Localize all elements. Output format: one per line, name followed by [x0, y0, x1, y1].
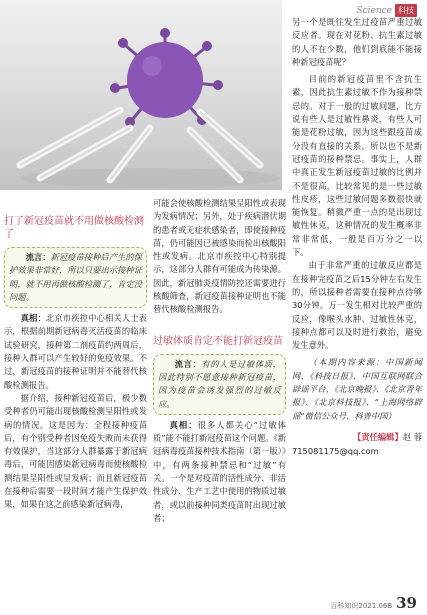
- truth-text: 北京市疾控中心相关人士表示，根据前期新冠病毒灭活疫苗的临床试验研究，接种第二剂疫苗约两周后，接种人群可以产生较好的免疫效果。不过，新冠疫苗的接种证明并不能替代核酸检测报告。: [4, 313, 147, 390]
- section-title-allergy: 过敏体质肯定不能打新冠疫苗: [153, 335, 283, 347]
- truth-text-2: 很多人都关心“过敏体质”能不能打新冠疫苗这个问题。《新冠病毒疫苗接种技术指南（第一版）》中，有两条接种禁忌和“过敏”有关。一个是对疫苗的活性成分、非活性成分、生产工艺中使用的物质过敏者，或以前接种同类疫苗时出现过敏者；: [153, 419, 286, 523]
- truth-label: 真相：: [20, 313, 46, 324]
- source-note: （本期内容来源：中国新闻网、《科技日报》、中国互联网联合辟谣平台、《北京晚报》、《北京青年报》、《北京科技报》、“上海网络辟谣”微信公众号、科普中国）: [292, 357, 422, 421]
- section-label-en: Science: [356, 5, 392, 16]
- editor-credit: [292, 431, 422, 443]
- rumor-text: 新冠疫苗接种后产生的保护效果非常好，所以只要出示接种证明，就不用再做核酸检测了，肯定没问题。: [9, 252, 142, 302]
- rumor-text-2: 有的人是过敏体质，因此特别不愿意接种新冠疫苗，因为疫苗会诱发强烈的过敏反应。: [158, 358, 281, 409]
- truth-label-2: 真相：: [169, 419, 198, 430]
- rumor-label-2: 流言：: [174, 358, 202, 369]
- body-paragraph: 据介绍，接种新冠疫苗后，极少数受种者仍可能出现核酸检测呈阳性或发病的情况。这是因为：全程接种疫苗后，有个别受种者因免疫失败而未获得有效保护，当这部分人群暴露于新冠病毒后，可能因感染新冠病毒而使核酸检测结果呈阳性或呈发病；而且新冠疫苗在接种后需要一段时间才能产生保护效果，如果在这之前感染新冠病毒，: [4, 392, 147, 510]
- left-column: [4, 197, 147, 512]
- truth-paragraph: [4, 312, 147, 392]
- body-paragraph-cont-2: 另一个是既往发生过疫苗严重过敏反应者。现在对花粉、抗生素过敏的人不在少数，他们到底能不能接种新冠疫苗呢？: [292, 17, 422, 67]
- page-footer: [330, 594, 417, 612]
- page-number: 39: [396, 594, 417, 612]
- rumor-callout-2: [153, 354, 286, 415]
- body-paragraph-2: 目前的新冠疫苗里不含抗生素，因此抗生素过敏不作为接种禁忌的。对于一般的过敏问题，比方说有些人是过敏性鼻炎，有些人可能是花粉过敏，因为这些跟疫苗成分没有直接的关系，所以也不是新冠疫苗的接种禁忌。事实上，人群中真正发生新冠疫苗过敏的比例并不是很高，比较常见的是一些过敏性皮疹，这些过敏问题多数很快就能恢复。稍微严重一点的是出现过敏性休克，这种情况的发生概率非常非常低，一般是百万分之一以下。: [292, 74, 422, 258]
- right-column: [292, 16, 422, 457]
- section-label-cn: 科技: [395, 4, 417, 17]
- virus-illustration: [0, 0, 282, 190]
- body-paragraph-3: 由于非常严重的过敏反应都是在接种完疫苗之后15分钟左右发生的，所以接种者需要在接种点待够30分钟。万一发生相对比较严重的反应，像喉头水肿、过敏性休克，接种点都可以及时进行救治，避免发生意外。: [292, 260, 422, 351]
- truth-paragraph-2: [153, 419, 286, 525]
- magazine-issue: 百科知识2021.06B: [330, 602, 393, 610]
- rumor-label: 流言：: [25, 252, 51, 262]
- section-title-vaccine-test: 打了新冠疫苗就不用做核酸检测了: [4, 216, 144, 240]
- rumor-callout: [4, 247, 147, 308]
- editor-email: 715081175@qq.com: [292, 445, 379, 456]
- editor-name: 赵 蓉: [402, 431, 422, 442]
- editor-tag: 【责任编辑】: [352, 431, 403, 442]
- virus-syringes-photo: [0, 0, 282, 190]
- body-paragraph-cont: 可能会使核酸检测结果呈阳性或表现为发病情况；另外，处于疾病潜伏期的患者或无症状感染者，即使接种疫苗，仍可能因已被感染而检出核酸阳性或发病。北京市疾控中心特别提示，这部分人群有可能成为传染源。因此，新冠肺炎疫情防控还需要进行核酸筛查，新冠疫苗接种证明也不能替代核酸检测报告。: [153, 198, 286, 315]
- middle-column: [153, 197, 286, 525]
